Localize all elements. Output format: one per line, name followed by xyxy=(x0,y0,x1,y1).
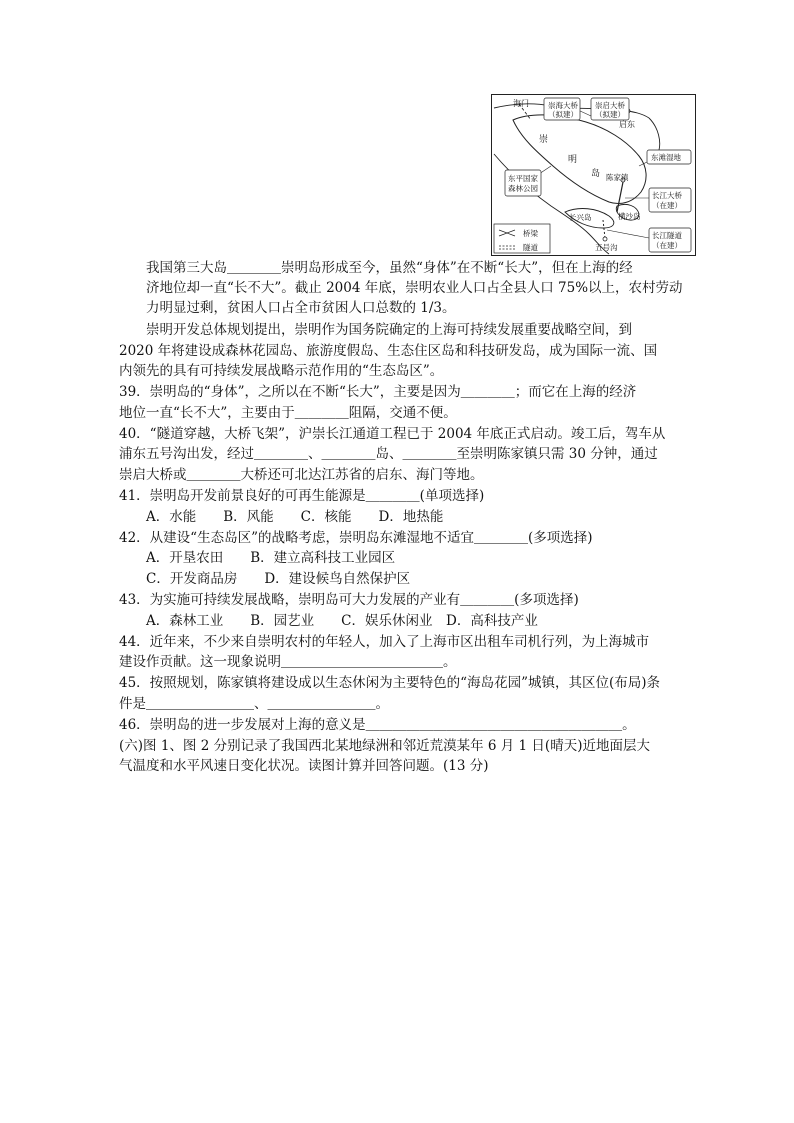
question-42-options: A．开垦农田 B．建立高科技工业园区 xyxy=(119,550,396,566)
label-chongqi-bridge: 崇启大桥 xyxy=(595,101,625,110)
label-changjiang-bridge: 长江大桥 xyxy=(652,191,682,200)
question-39-cont: 地位一直“长不大”，主要由于＿＿＿＿阻隔，交通不便。 xyxy=(119,405,457,421)
map-figure xyxy=(491,94,696,256)
label-chonghai-bridge: 崇海大桥 xyxy=(548,101,578,110)
question-41-options: A．水能 B．风能 C．核能 D．地热能 xyxy=(119,509,444,525)
question-40: 40．“隧道穿越，大桥飞架”，沪崇长江通道工程已于 2004 年底正式启动。竣工后，驾车从 xyxy=(119,426,666,442)
question-46: 46．崇明岛的进一步发展对上海的意义是＿＿＿＿＿＿＿＿＿＿＿＿＿＿＿＿＿＿＿。 xyxy=(119,717,636,733)
label-chenjiazhen: 陈家镇 xyxy=(606,173,629,182)
question-44-cont: 建设作贡献。这一现象说明＿＿＿＿＿＿＿＿＿＿＿＿。 xyxy=(119,654,457,670)
label-wuhaogou: 五号沟 xyxy=(595,243,618,252)
label-dongping-2: 森林公园 xyxy=(508,184,538,193)
legend-bridge-label: 桥梁 xyxy=(523,229,538,238)
question-45-cont: 件是＿＿＿＿＿＿＿＿、＿＿＿＿＿＿＿＿。 xyxy=(119,696,389,712)
paragraph-line: 内领先的具有可持续发展战略示范作用的“生态岛区”。 xyxy=(119,363,444,379)
question-39: 39．崇明岛的“身体”，之所以在不断“长大”，主要是因为＿＿＿＿；而它在上海的经济 xyxy=(119,384,637,400)
question-42-options: C．开发商品房 D．建设候鸟自然保护区 xyxy=(119,571,411,587)
label-chongqi-status: （拟建） xyxy=(595,110,625,119)
question-41: 41．崇明岛开发前景良好的可再生能源是＿＿＿＿(单项选择) xyxy=(119,488,485,504)
label-qidong: 启东 xyxy=(619,120,635,129)
question-44: 44．近年来，不少来自崇明农村的年轻人，加入了上海市区出租车司机行列，为上海城市 xyxy=(119,634,650,650)
label-ming: 明 xyxy=(568,155,578,165)
section-six-intro: (六)图 1、图 2 分别记录了我国西北某地绿洲和邻近荒漠某年 6 月 1 日(晴天)近地面层大 xyxy=(119,738,650,754)
section-six-intro-cont: 气温度和水平风速日变化状况。读图计算并回答问题。(13 分) xyxy=(119,758,489,774)
map-legend xyxy=(494,224,550,253)
label-changjiang-tunnel: 长江隧道 xyxy=(652,231,682,240)
paragraph-line: 济地位却一直“长不大”。截止 2004 年底，崇明农业人口占全县人口 75%以上，农村劳动 xyxy=(119,280,683,296)
paragraph-line: 我国第三大岛＿＿＿＿崇明岛形成至今，虽然“身体”在不断“长大”，但在上海的经 xyxy=(119,260,633,276)
chongming-island-map xyxy=(491,94,696,256)
paragraph-line: 力明显过剩，贫困人口占全市贫困人口总数的 1/3。 xyxy=(119,300,456,316)
wuhaogou-dot xyxy=(603,237,607,241)
label-haimen: 海门 xyxy=(513,99,529,108)
label-dongtan: 东滩湿地 xyxy=(651,153,681,162)
label-hengsha: 横沙岛 xyxy=(618,212,641,221)
label-changxing: 长兴岛 xyxy=(569,213,592,222)
question-45: 45．按照规划，陈家镇将建设成以生态休闲为主要特色的“海岛花园”城镇，其区位(布局)条 xyxy=(119,675,661,691)
label-chonghai-status: （拟建） xyxy=(548,110,578,119)
legend-tunnel-label: 隧道 xyxy=(523,243,538,252)
question-40-cont: 崇启大桥或＿＿＿＿大桥还可北达江苏省的启东、海门等地。 xyxy=(119,467,484,483)
paragraph-line: 2020 年将建设成森林花园岛、旅游度假岛、生态住区岛和科技研发岛，成为国际一流、国 xyxy=(119,343,658,359)
question-43: 43．为实施可持续发展战略，崇明岛可大力发展的产业有＿＿＿＿(多项选择) xyxy=(119,592,579,608)
label-changjiang-bridge-status: （在建） xyxy=(652,201,682,210)
question-40-cont: 浦东五号沟出发，经过＿＿＿＿、＿＿＿＿岛、＿＿＿＿至崇明陈家镇只需 30 分钟，通过 xyxy=(119,446,658,462)
label-changjiang-tunnel-status: （在建） xyxy=(652,241,682,250)
label-dongping-1: 东平国家 xyxy=(508,174,538,183)
label-dao: 岛 xyxy=(591,169,601,179)
question-43-options: A．森林工业 B．园艺业 C．娱乐休闲业 D．高科技产业 xyxy=(119,613,538,629)
label-chong: 崇 xyxy=(539,135,549,145)
question-42: 42．从建设“生态岛区”的战略考虑，崇明岛东滩湿地不适宜＿＿＿＿(多项选择) xyxy=(119,530,593,546)
paragraph-line: 崇明开发总体规划提出，崇明作为国务院确定的上海可持续发展重要战略空间，到 xyxy=(119,322,632,338)
